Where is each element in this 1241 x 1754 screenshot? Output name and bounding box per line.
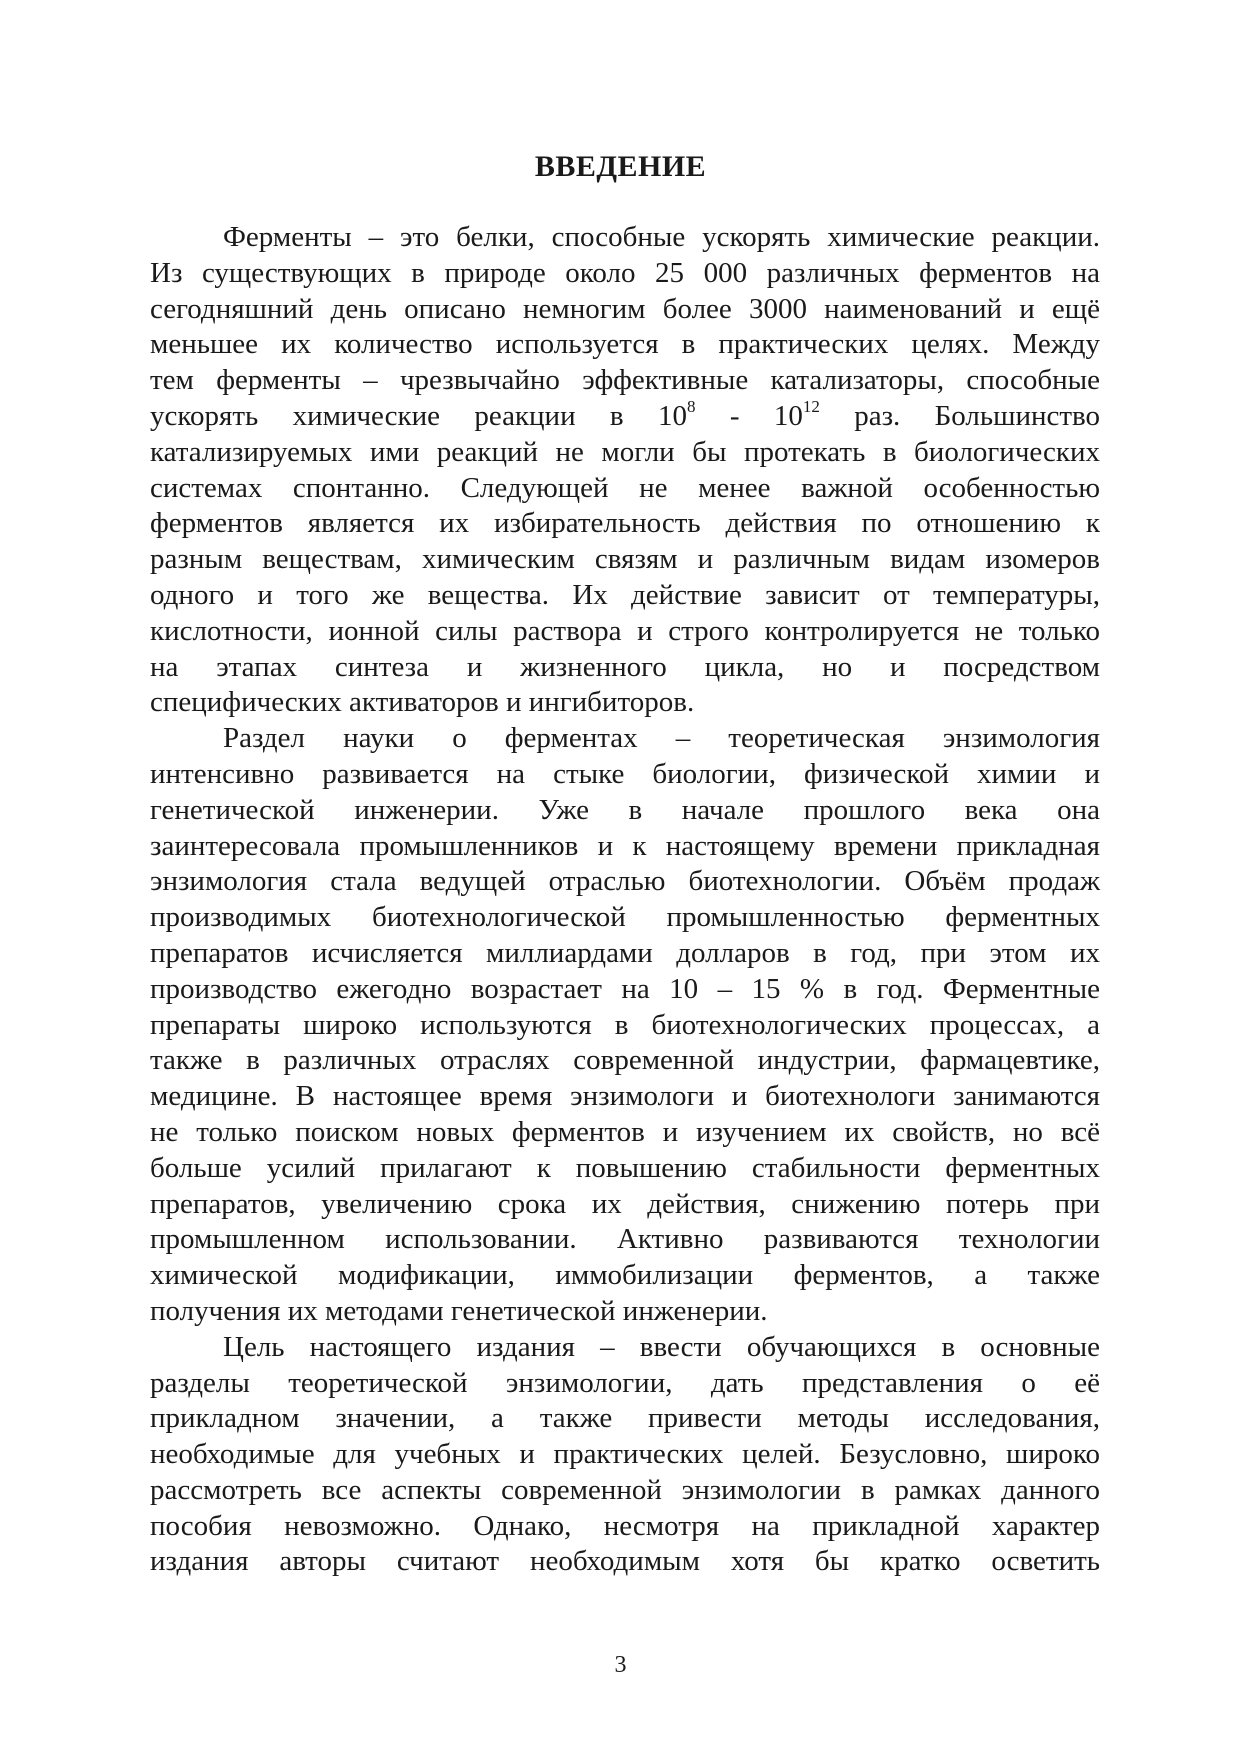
text-line: препараты широко используются в биотехнологических процессах, а	[150, 1008, 1100, 1041]
page-number: 3	[614, 1652, 627, 1678]
text-line: производство ежегодно возрастает на 10 – 15 % в год. Ферментные	[150, 972, 1100, 1005]
power-line-before: ускорять химические реакции в	[150, 399, 624, 432]
text-line: пособия невозможно. Однако, несмотря на прикладной характер	[150, 1509, 1100, 1542]
text-line: рассмотреть все аспекты современной энзимологии в рамках данного	[150, 1473, 1100, 1506]
power-dash: -	[729, 399, 740, 432]
text-line: меньшее их количество используется в практических целях. Между	[150, 328, 1100, 361]
text-line: на этапах синтеза и жизненного цикла, но и посредством	[150, 650, 1100, 683]
power-exponent-1: 8	[686, 396, 696, 416]
text-line: препаратов, увеличению срока их действия, снижению потерь при	[150, 1187, 1100, 1220]
text-line: катализируемых ими реакций не могли бы протекать в биологических	[150, 435, 1100, 468]
text-line-with-powers	[150, 396, 1101, 435]
text-line: ферментов является их избирательность действия по отношению к	[150, 507, 1100, 540]
text-line: генетической инженерии. Уже в начале прошлого века она	[150, 793, 1100, 826]
text-line: прикладном значении, а также привести методы исследования,	[150, 1402, 1100, 1435]
text-line: медицине. В настоящее время энзимологи и биотехнологи занимаются	[150, 1080, 1100, 1113]
text-line: Раздел науки о ферментах – теоретическая энзимология	[223, 722, 1100, 755]
page-title: ВВЕДЕНИЕ	[534, 150, 707, 183]
text-line: одного и того же вещества. Их действие зависит от температуры,	[150, 578, 1100, 611]
text-line: сегодняшний день описано немногим более 3000 наименований и ещё	[150, 292, 1100, 325]
text-line: интенсивно развивается на стыке биологии, физической химии и	[150, 757, 1100, 790]
text-line: Из существующих в природе около 25 000 различных ферментов на	[150, 256, 1100, 289]
text-line: Ферменты – это белки, способные ускорять химические реакции.	[223, 221, 1100, 253]
text-line: разным веществам, химическим связям и различным видам изомеров	[150, 543, 1100, 576]
text-line: больше усилий прилагают к повышению стабильности ферментных	[150, 1151, 1100, 1184]
power-line-after: раз. Большинство	[854, 399, 1101, 432]
text-line: Цель настоящего издания – ввести обучающихся в основные	[223, 1330, 1100, 1363]
power-base-1: 10	[657, 399, 687, 432]
text-line: препаратов исчисляется миллиардами долларов в год, при этом их	[150, 936, 1100, 969]
power-exponent-2: 12	[802, 396, 820, 416]
text-line: необходимые для учебных и практических целей. Безусловно, широко	[150, 1438, 1100, 1471]
text-line: химической модификации, иммобилизации ферментов, а также	[150, 1259, 1100, 1292]
text-line: специфических активаторов и ингибиторов.	[150, 686, 695, 719]
text-line: получения их методами генетической инженерии.	[150, 1294, 768, 1327]
text-line: энзимология стала ведущей отраслью биотехнологии. Объём продаж	[150, 865, 1100, 898]
text-line: производимых биотехнологической промышленностью ферментных	[150, 901, 1100, 934]
power-base-2: 10	[773, 399, 803, 432]
body-text	[150, 220, 1100, 1580]
text-line: не только поиском новых ферментов и изучением их свойств, но всё	[150, 1115, 1100, 1148]
text-line: издания авторы считают необходимым хотя бы кратко осветить	[150, 1545, 1100, 1578]
text-line: кислотности, ионной силы раствора и строго контролируется не только	[150, 614, 1100, 647]
text-line: разделы теоретической энзимологии, дать представления о её	[150, 1366, 1100, 1399]
text-line: системах спонтанно. Следующей не менее важной особенностью	[150, 471, 1100, 504]
text-line: заинтересовала промышленников и к настоящему времени прикладная	[150, 829, 1100, 862]
text-line: промышленном использовании. Активно развиваются технологии	[150, 1223, 1100, 1256]
text-line: тем ферменты – чрезвычайно эффективные катализаторы, способные	[150, 364, 1100, 397]
text-line: также в различных отраслях современной индустрии, фармацевтике,	[150, 1044, 1100, 1077]
